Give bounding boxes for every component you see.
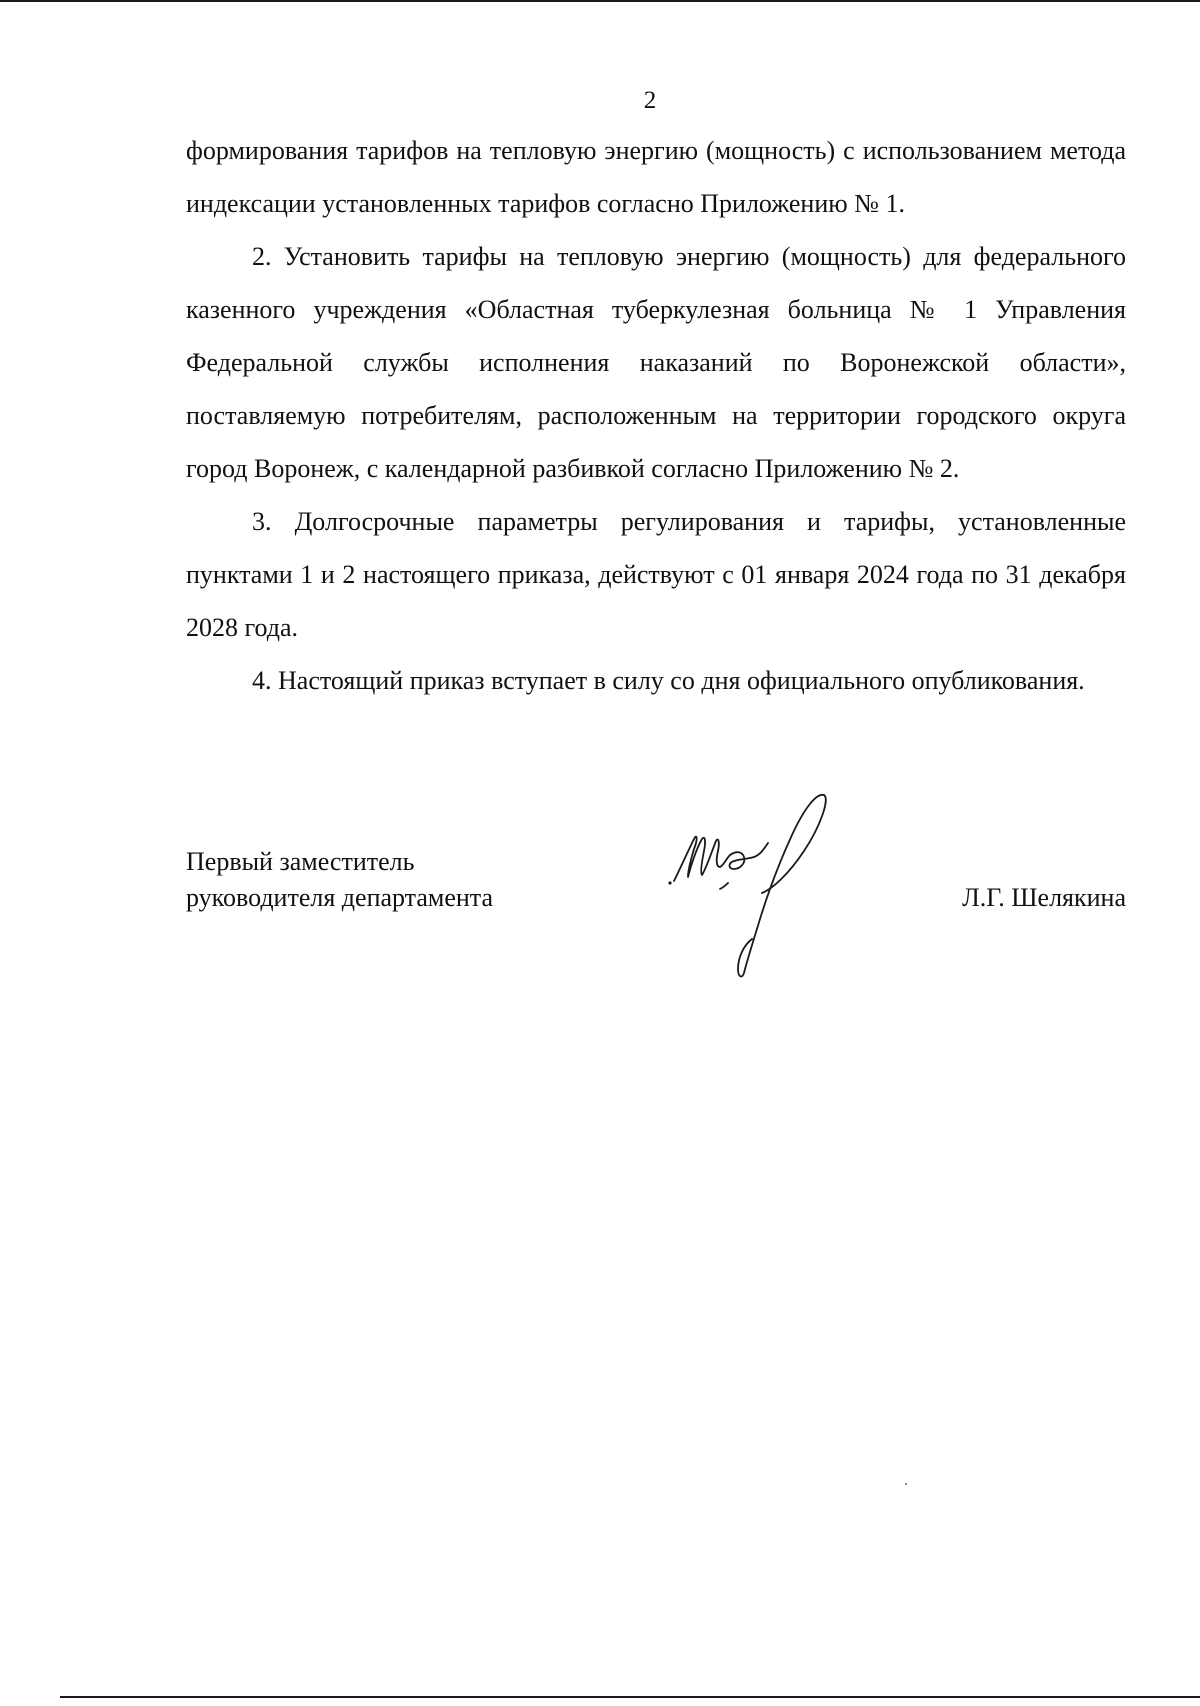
handwritten-signature-icon <box>664 789 844 979</box>
signer-name: Л.Г. Шелякина <box>962 883 1126 912</box>
scan-speck <box>905 1483 907 1485</box>
signer-title-line-1: Первый заместитель <box>186 847 415 876</box>
signer-title-line-2: руководителя департамента <box>186 883 494 912</box>
paragraph-item-2: 2. Установить тарифы на тепловую энергию (мощность) для федерального казенного учреждения «Областная туберкулезная больница № 1 Управления Федеральной службы исполнения наказаний по Воронежской области», поставляемую потребителям, расположенным на территории городского округа город Воронеж, с календарной разбивкой согласно Приложению № 2. <box>186 242 1126 483</box>
signature-block <box>186 844 1126 984</box>
scan-edge-top <box>0 0 1200 2</box>
paragraph-item-3: 3. Долгосрочные параметры регулирования и тарифы, установленные пунктами 1 и 2 настоящего приказа, действуют с 01 января 2024 года по 31 декабря 2028 года. <box>186 507 1126 642</box>
page-number: 2 <box>643 87 657 114</box>
paragraph-continuation: формирования тарифов на тепловую энергию (мощность) с использованием метода индексации установленных тарифов согласно Приложению № 1. <box>186 136 1126 218</box>
paragraph-item-4: 4. Настоящий приказ вступает в силу со дня официального опубликования. <box>252 666 1085 695</box>
signer-title <box>186 844 493 916</box>
scan-edge-bottom <box>60 1696 1200 1698</box>
document-body <box>186 124 1126 707</box>
